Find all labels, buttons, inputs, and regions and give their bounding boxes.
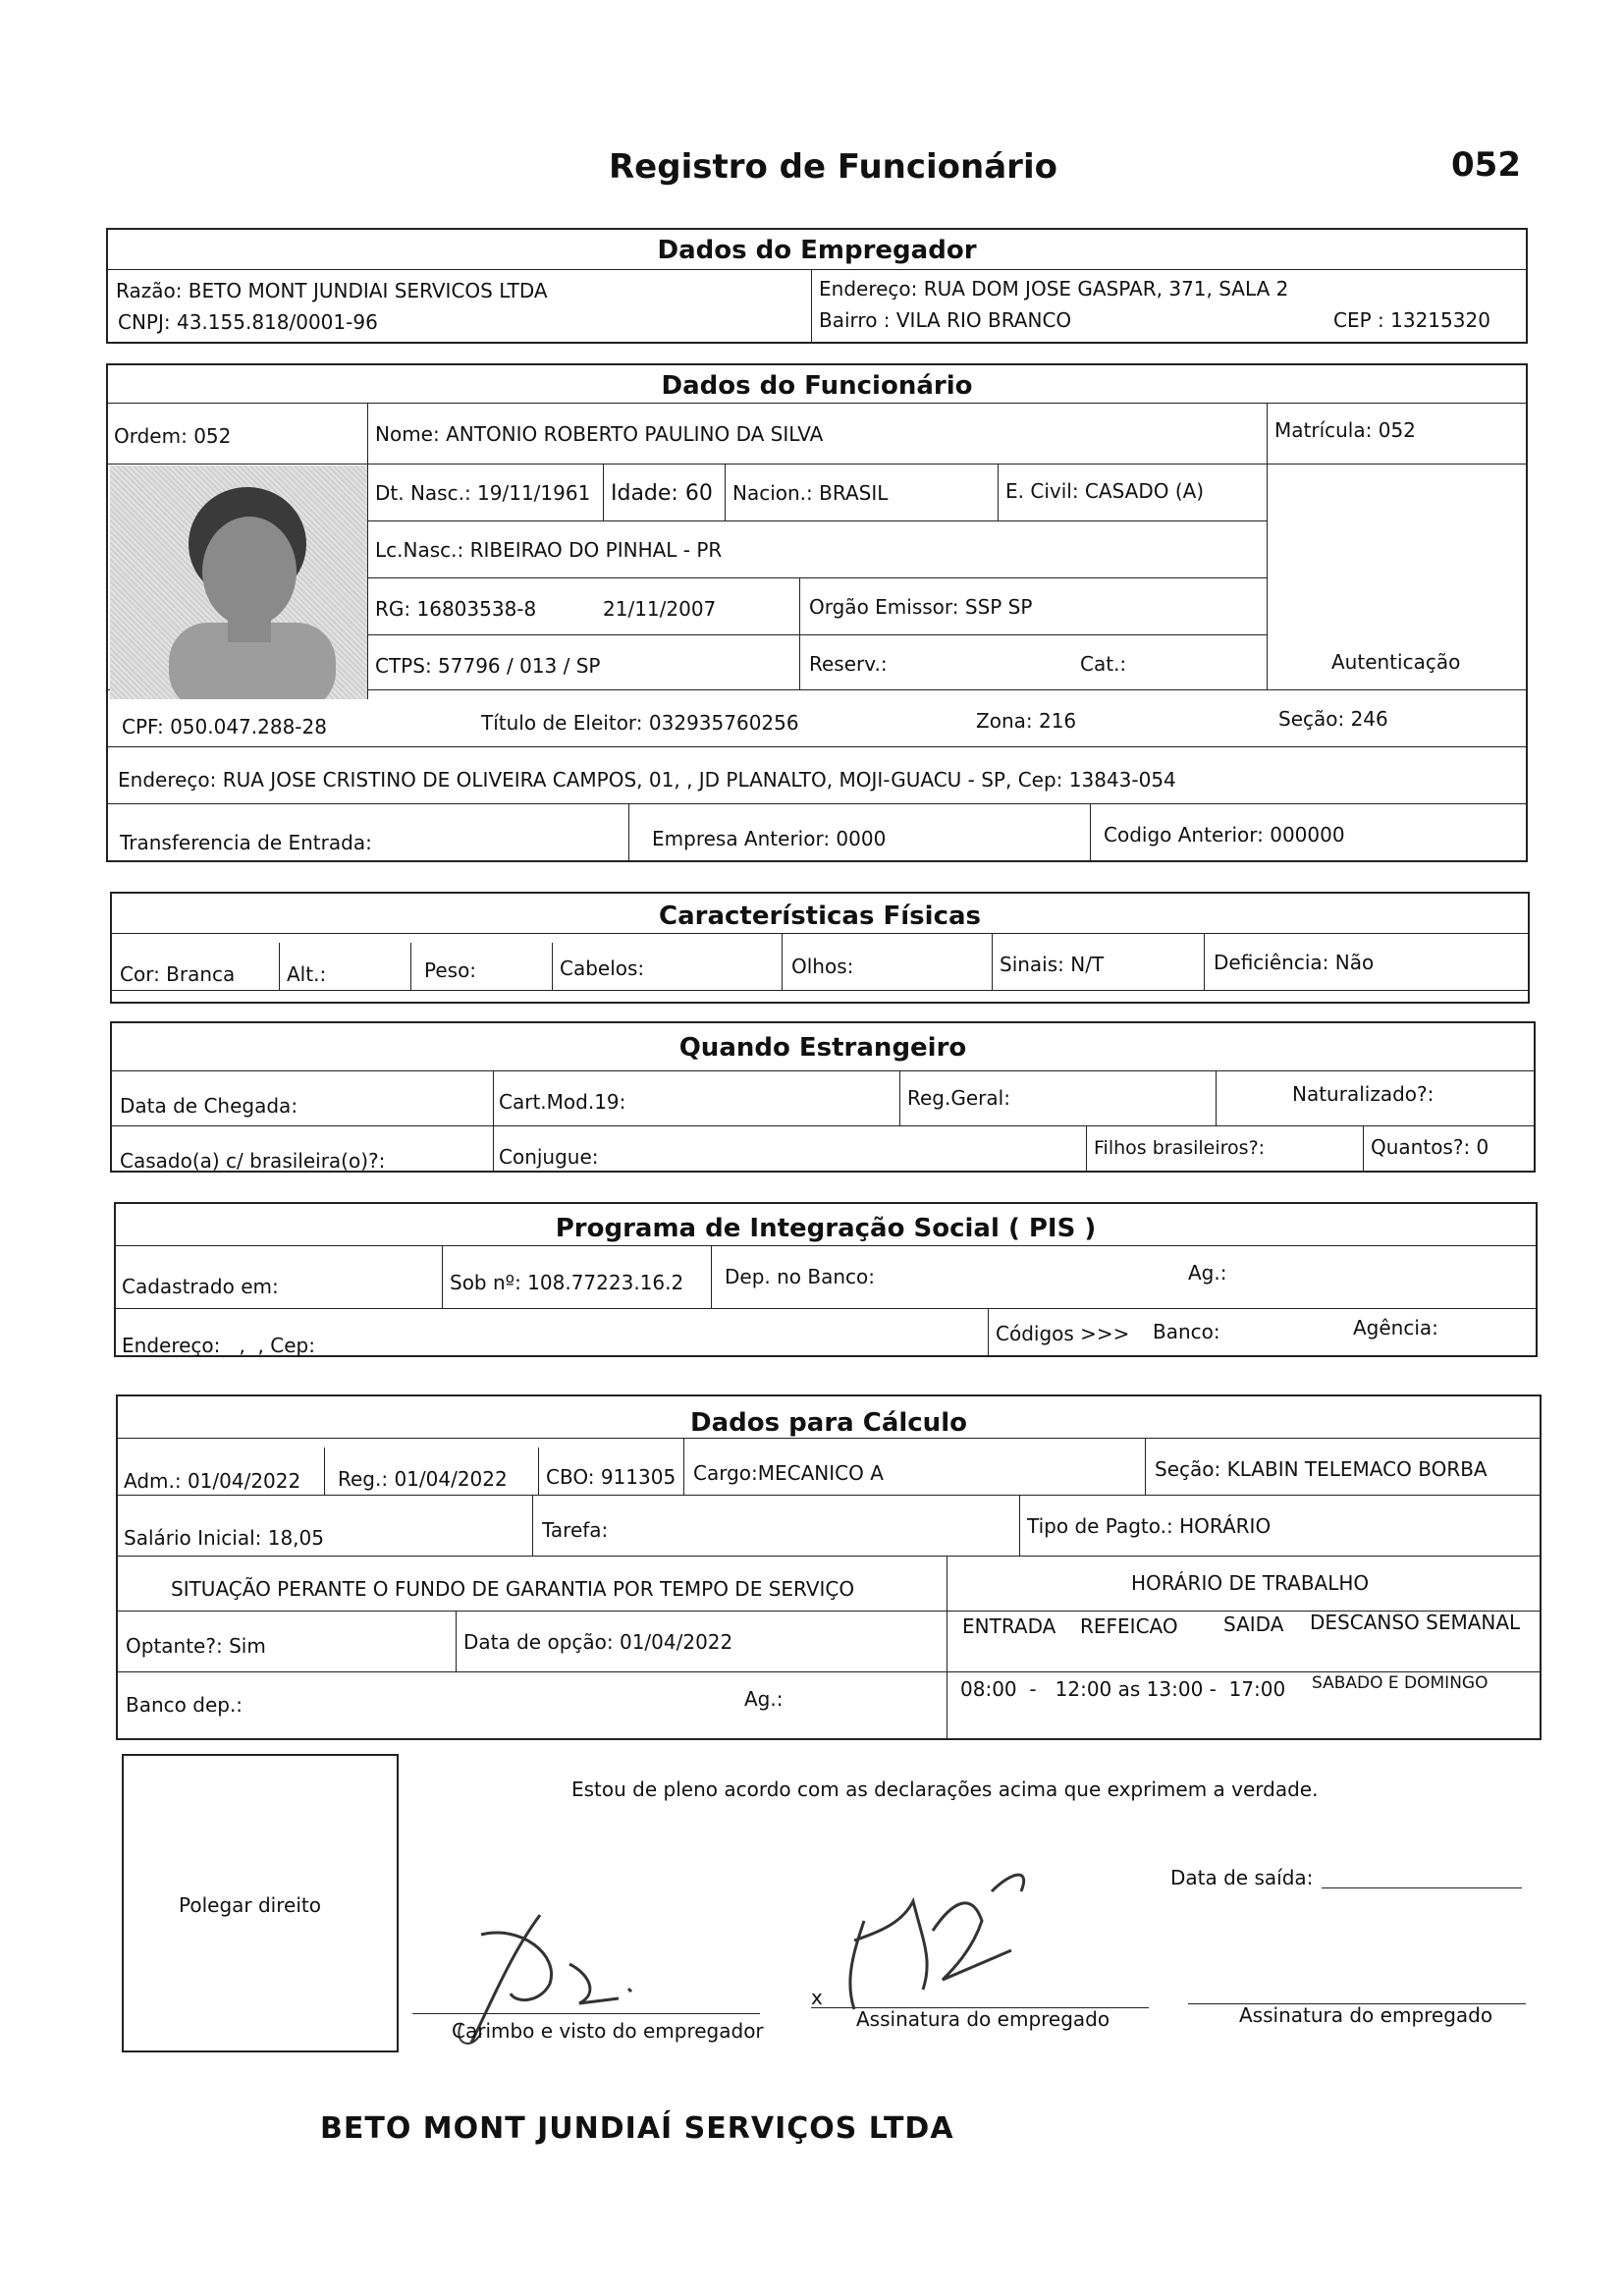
employee-codigo-anterior: Codigo Anterior: 000000 [1104,823,1345,847]
foreigner-quantos: Quantos?: 0 [1371,1135,1489,1159]
physical-peso: Peso: [424,958,477,982]
pis-sob: Sob nº: 108.77223.16.2 [450,1271,684,1294]
company-stamp: BETO MONT JUNDIAÍ SERVIÇOS LTDA [320,2111,954,2146]
employee-signature-label-1: Assinatura do empregado [856,2007,1110,2031]
calc-section-title: Dados para Cálculo [690,1408,967,1438]
calc-salario: Salário Inicial: 18,05 [124,1526,324,1550]
physical-alt: Alt.: [287,962,327,986]
calc-h-saida: SAIDA [1223,1613,1284,1636]
employee-lc-nasc: Lc.Nasc.: RIBEIRAO DO PINHAL - PR [375,538,723,562]
foreigner-filhos: Filhos brasileiros?: [1094,1137,1266,1159]
employee-rg-date: 21/11/2007 [603,597,717,621]
thumbprint-label: Polegar direito [179,1893,321,1917]
foreigner-conjugue: Conjugue: [499,1145,599,1169]
employee-cat: Cat.: [1080,652,1127,676]
employee-civil: E. Civil: CASADO (A) [1005,479,1205,503]
physical-cor: Cor: Branca [120,962,236,986]
employee-matricula: Matrícula: 052 [1274,418,1416,442]
employee-cpf: CPF: 050.047.288-28 [122,715,327,738]
employee-ctps: CTPS: 57796 / 013 / SP [375,654,601,678]
employee-orgao: Orgão Emissor: SSP SP [809,595,1033,619]
exit-date-label: Data de saída: [1170,1866,1314,1889]
foreigner-section-title: Quando Estrangeiro [678,1033,967,1063]
calc-tarefa: Tarefa: [542,1518,609,1542]
physical-deficiencia: Deficiência: Não [1214,951,1375,974]
employer-signature-label: Carimbo e visto do empregador [452,2019,764,2043]
foreigner-chegada: Data de Chegada: [120,1094,298,1118]
foreigner-casado: Casado(a) c/ brasileira(o)?: [120,1149,386,1173]
declaration-text: Estou de pleno acordo com as declarações acima que exprimem a verdade. [571,1777,1319,1801]
employee-dt-nasc: Dt. Nasc.: 19/11/1961 [375,481,591,505]
calc-tipo-pagto: Tipo de Pagto.: HORÁRIO [1027,1514,1272,1538]
physical-sinais: Sinais: N/T [1000,953,1105,976]
calc-optante: Optante?: Sim [126,1634,266,1658]
physical-olhos: Olhos: [791,955,854,978]
foreigner-reg-geral: Reg.Geral: [907,1086,1010,1110]
calc-cbo: CBO: 911305 [546,1465,677,1489]
pis-endereco: Endereço: , , Cep: [122,1334,315,1357]
document-number: 052 [1451,145,1521,185]
document-title: Registro de Funcionário [609,147,1057,187]
calc-h-refeicao: REFEICAO [1080,1614,1178,1638]
employee-reserv: Reserv.: [809,652,888,676]
employee-titulo: Título de Eleitor: 032935760256 [481,711,799,735]
calc-reg: Reg.: 01/04/2022 [338,1467,508,1491]
calc-cargo: Cargo:MECANICO A [693,1461,884,1485]
employee-endereco: Endereço: RUA JOSE CRISTINO DE OLIVEIRA CAMPOS, 01, , JD PLANALTO, MOJI-GUACU - SP, Cep: 13843-054 [118,768,1176,792]
employer-cep: CEP : 13215320 [1333,308,1490,332]
employee-ordem: Ordem: 052 [114,424,232,448]
pis-banco: Banco: [1153,1320,1220,1343]
physical-section-title: Características Físicas [659,902,981,931]
employee-signature-label-2: Assinatura do empregado [1239,2003,1493,2027]
pis-cadastrado: Cadastrado em: [122,1275,279,1298]
employee-empresa-anterior: Empresa Anterior: 0000 [652,827,887,850]
employee-section-title: Dados do Funcionário [661,371,973,401]
person-photo-icon [110,465,367,699]
calc-data-opcao: Data de opção: 01/04/2022 [463,1630,733,1654]
calc-descanso-value: SABADO E DOMINGO [1312,1673,1489,1693]
employer-bairro: Bairro : VILA RIO BRANCO [819,308,1072,332]
calc-h-entrada: ENTRADA [962,1614,1056,1638]
x-mark: x [811,1986,823,2009]
employer-razao: Razão: BETO MONT JUNDIAI SERVICOS LTDA [116,279,548,302]
employee-autenticacao: Autenticação [1331,650,1461,674]
physical-cabelos: Cabelos: [560,957,645,980]
pis-section-title: Programa de Integração Social ( PIS ) [555,1214,1097,1243]
foreigner-naturalizado: Naturalizado?: [1292,1082,1435,1106]
calc-times: 08:00 - 12:00 as 13:00 - 17:00 [960,1677,1286,1701]
employee-secao: Seção: 246 [1278,707,1388,731]
employee-transferencia: Transferencia de Entrada: [120,831,372,854]
calc-horario-title: HORÁRIO DE TRABALHO [1131,1571,1370,1595]
employee-idade: Idade: 60 [611,481,713,506]
calc-banco-dep: Banco dep.: [126,1693,244,1717]
foreigner-cart-mod: Cart.Mod.19: [499,1090,626,1114]
employer-section-title: Dados do Empregador [657,236,977,265]
employee-rg: RG: 16803538-8 [375,597,537,621]
employee-nacion: Nacion.: BRASIL [732,481,889,505]
employer-cnpj: CNPJ: 43.155.818/0001-96 [118,310,378,334]
employee-photo [110,465,368,699]
employee-nome: Nome: ANTONIO ROBERTO PAULINO DA SILVA [375,422,824,446]
calc-secao: Seção: KLABIN TELEMACO BORBA [1155,1457,1488,1481]
employer-endereco: Endereço: RUA DOM JOSE GASPAR, 371, SALA 2 [819,277,1289,301]
pis-codigos: Códigos >>> [996,1322,1130,1345]
pis-ag: Ag.: [1188,1261,1227,1285]
calc-fgts: SITUAÇÃO PERANTE O FUNDO DE GARANTIA POR TEMPO DE SERVIÇO [171,1577,855,1601]
pis-dep-banco: Dep. no Banco: [725,1265,876,1288]
pis-agencia: Agência: [1353,1316,1438,1339]
calc-adm: Adm.: 01/04/2022 [124,1469,301,1493]
employee-signature-icon [825,1862,1060,2029]
calc-h-descanso: DESCANSO SEMANAL [1310,1611,1521,1634]
calc-ag: Ag.: [744,1687,784,1711]
employee-zona: Zona: 216 [976,709,1077,733]
